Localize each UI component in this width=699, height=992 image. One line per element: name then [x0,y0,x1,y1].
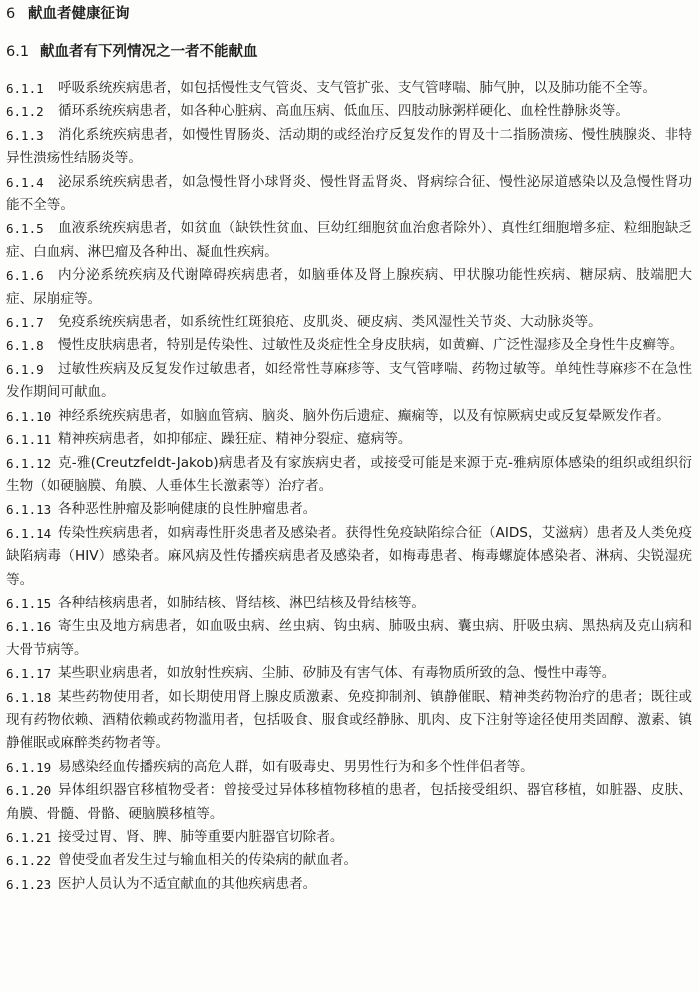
item-text: 传染性疾病患者，如病毒性肝炎患者及感染者。获得性免疫缺陷综合征（AIDS，艾滋病）患者及人类免疫缺陷病毒（HIV）感染者。麻风病及性传播疾病患者及感染者，如梅毒患者、梅毒螺旋体感染者、淋病、尖锐湿疣等。 [6,524,692,588]
list-item [6,334,692,357]
item-text: 血液系统疾病患者，如贫血（缺铁性贫血、巨幼红细胞贫血治愈者除外）、真性红细胞增多症、粒细胞缺乏症、白血病、淋巴瘤及各种出、凝血性疾病。 [6,220,692,260]
list-item [6,264,692,311]
item-number: 6.1.8 [6,338,44,354]
item-number: 6.1.4 [6,174,44,190]
item-number: 6.1.18 [6,689,52,705]
list-item [6,77,692,100]
item-text: 消化系统疾病患者，如慢性胃肠炎、活动期的或经治疗反复发作的胃及十二指肠溃疡、慢性胰腺炎、非特异性溃疡性结肠炎等。 [6,126,692,167]
item-number: 6.1.3 [6,127,44,143]
item-text: 克-雅(Creutzfeldt-Jakob)病患者及有家族病史者，或接受可能是来源于克-雅病原体感染的组织或组织衍生物（如硬脑膜、角膜、人垂体生长激素等）治疗者。 [6,454,692,494]
item-number: 6.1.22 [6,853,52,869]
item-number: 6.1.12 [6,455,52,471]
list-item [6,826,692,849]
item-text: 医护人员认为不适宜献血的其他疾病患者。 [58,875,317,892]
section-heading [6,4,130,24]
item-number: 6.1.6 [6,268,44,284]
item-number: 6.1.2 [6,104,44,120]
item-number: 6.1.10 [6,408,52,424]
item-number: 6.1.11 [6,432,52,448]
item-number: 6.1.7 [6,315,44,331]
item-text: 内分泌系统疾病及代谢障碍疾病患者，如脑垂体及肾上腺疾病、甲状腺功能性疾病、糖尿病、肢端肥大症、尿崩症等。 [6,267,692,307]
item-number: 6.1.15 [6,595,52,611]
item-text: 过敏性疾病及反复发作过敏患者，如经常性荨麻疹等、支气管哮喘、药物过敏等。单纯性荨麻疹不在急性发作期间可献血。 [6,360,692,401]
list-item [6,124,692,171]
item-number: 6.1.16 [6,619,52,635]
list-item [6,498,692,521]
list-item [6,873,692,896]
item-text: 各种结核病患者，如肺结核、肾结核、淋巴结核及骨结核等。 [58,594,426,611]
list-item [6,428,692,451]
list-item [6,358,692,405]
item-number: 6.1.17 [6,666,52,682]
item-text: 各种恶性肿瘤及影响健康的良性肿瘤患者。 [58,501,317,518]
item-number: 6.1.20 [6,783,52,799]
item-text: 精神疾病患者，如抑郁症、躁狂症、精神分裂症、癔病等。 [58,431,412,448]
list-item [6,217,692,264]
item-text: 寄生虫及地方病患者，如血吸虫病、丝虫病、钩虫病、肺吸虫病、囊虫病、肝吸虫病、黑热病及克山病和大骨节病等。 [6,618,692,658]
list-item [6,756,692,779]
item-number: 6.1.9 [6,361,44,377]
item-number: 6.1.21 [6,830,52,845]
list-item [6,311,692,334]
list-item [6,405,692,428]
subsection-heading [6,42,258,62]
list-item [6,100,692,123]
item-number: 6.1.5 [6,221,44,237]
item-number: 6.1.19 [6,759,52,775]
item-list [6,77,692,896]
subsection-title: 献血者有下列情况之一者不能献血 [40,44,258,60]
list-item [6,686,692,756]
item-text: 某些药物使用者，如长期使用肾上腺皮质激素、免疫抑制剂、镇静催眠、精神类药物治疗的患者；既往或现有药物依赖、酒精依赖或药物滥用者，包括吸食、服食或经静脉、肌肉、皮下注射等途径使用类固醇、激素、镇静催眠或麻醉类药物者等。 [6,688,692,752]
list-item [6,592,692,615]
item-number: 6.1.13 [6,502,52,518]
section-title: 献血者健康征询 [28,6,130,22]
item-number: 6.1.23 [6,876,52,892]
list-item [6,171,692,218]
item-text: 神经系统疾病患者，如脑血管病、脑炎、脑外伤后遗症、癫痫等，以及有惊厥病史或反复晕厥发作者。 [58,407,670,424]
list-item [6,849,692,872]
item-text: 异体组织器官移植物受者：曾接受过异体移植物移植的患者，包括接受组织、器官移植，如脏器、皮肤、角膜、骨髓、骨骼、硬脑膜移植等。 [6,782,692,822]
item-text: 慢性皮肤病患者，特别是传染性、过敏性及炎症性全身皮肤病，如黄癣、广泛性湿疹及全身性牛皮癣等。 [58,337,684,354]
list-item [6,779,692,826]
section-number: 6 [6,6,16,22]
list-item [6,452,692,499]
item-text: 泌尿系统疾病患者，如急慢性肾小球肾炎、慢性肾盂肾炎、肾病综合征、慢性泌尿道感染以及急慢性肾功能不全等。 [6,173,692,214]
list-item [6,615,692,662]
item-text: 循环系统疾病患者，如各种心脏病、高血压病、低血压、四肢动脉粥样硬化、血栓性静脉炎等。 [58,103,629,120]
item-number: 6.1.14 [6,525,52,541]
item-text: 易感染经血传播疾病的高危人群，如有吸毒史、男男性行为和多个性伴侣者等。 [58,758,534,775]
item-text: 接受过胃、肾、脾、肺等重要内脏器官切除者。 [58,829,344,845]
item-text: 曾使受血者发生过与输血相关的传染病的献血者。 [58,852,358,869]
item-text: 免疫系统疾病患者，如系统性红斑狼疮、皮肌炎、硬皮病、类风湿性关节炎、大动脉炎等。 [58,314,602,331]
item-number: 6.1.1 [6,81,44,96]
subsection-number: 6.1 [6,44,30,60]
item-text: 呼吸系统疾病患者，如包括慢性支气管炎、支气管扩张、支气管哮喘、肺气肿，以及肺功能不全等。 [58,80,657,96]
list-item [6,522,692,592]
list-item [6,662,692,685]
item-text: 某些职业病患者，如放射性疾病、尘肺、矽肺及有害气体、有毒物质所致的急、慢性中毒等。 [58,665,616,682]
